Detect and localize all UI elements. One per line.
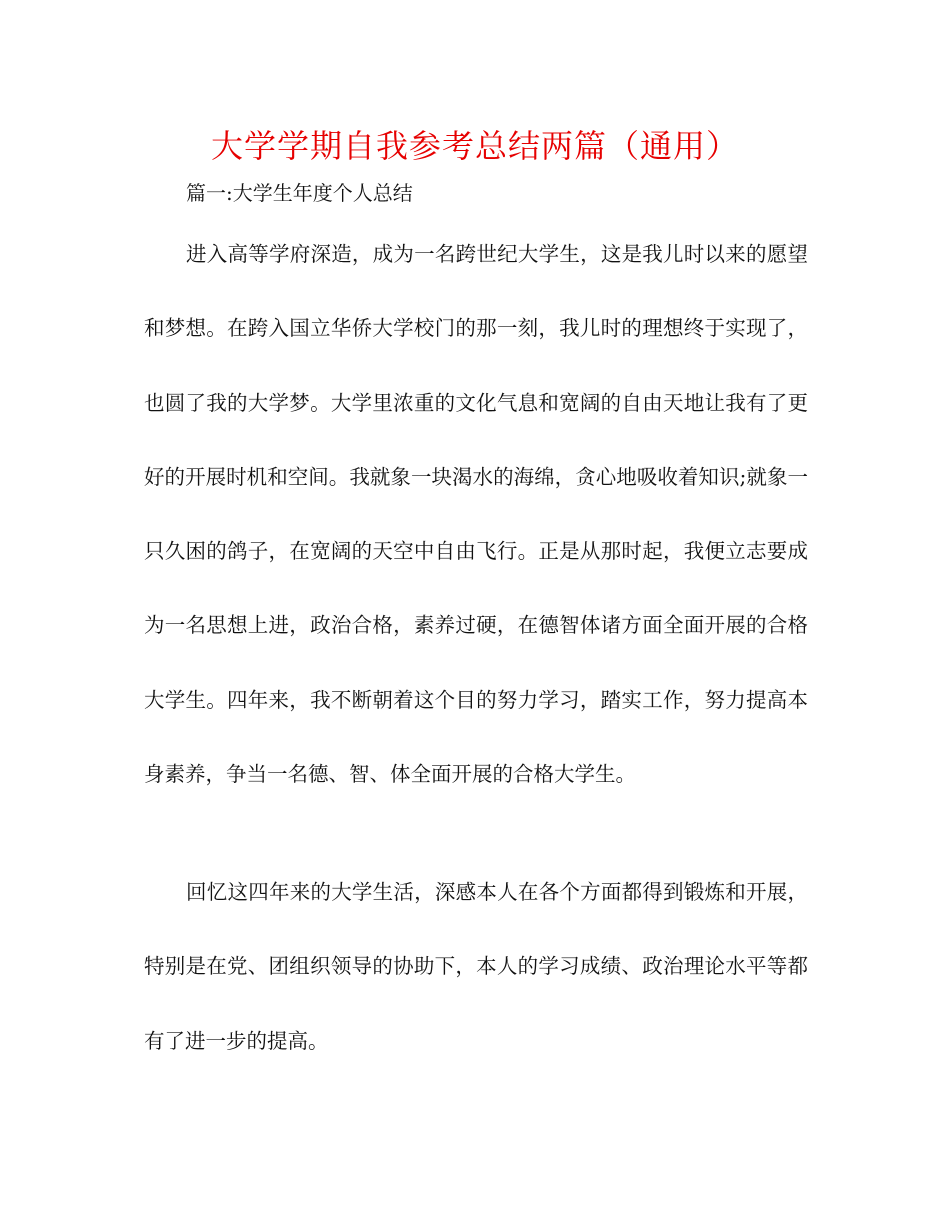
document-title: 大学学期自我参考总结两篇（通用） <box>210 127 739 165</box>
body-paragraph-2: 回忆这四年来的大学生活，深感本人在各个方面都得到锻炼和开展，特别是在党、团组织领导的协助下，本人的学习成绩、政治理论水平等都有了进一步的提高。 <box>144 880 808 1053</box>
body-paragraph-1: 进入高等学府深造，成为一名跨世纪大学生，这是我儿时以来的愿望和梦想。在跨入国立华侨大学校门的那一刻，我儿时的理想终于实现了，也圆了我的大学梦。大学里浓重的文化气息和宽阔的自由天地让我有了更好的开展时机和空间。我就象一块渴水的海绵，贪心地吸收着知识;就象一只久困的鸽子，在宽阔的天空中自由飞行。正是从那时起，我便立志要成为一名思想上进，政治合格，素养过硬，在德智体诸方面全面开展的合格大学生。四年来，我不断朝着这个目的努力学习，踏实工作，努力提高本身素养，争当一名德、智、体全面开展的合格大学生。 <box>144 242 808 787</box>
section-heading: 篇一:大学生年度个人总结 <box>186 181 413 205</box>
